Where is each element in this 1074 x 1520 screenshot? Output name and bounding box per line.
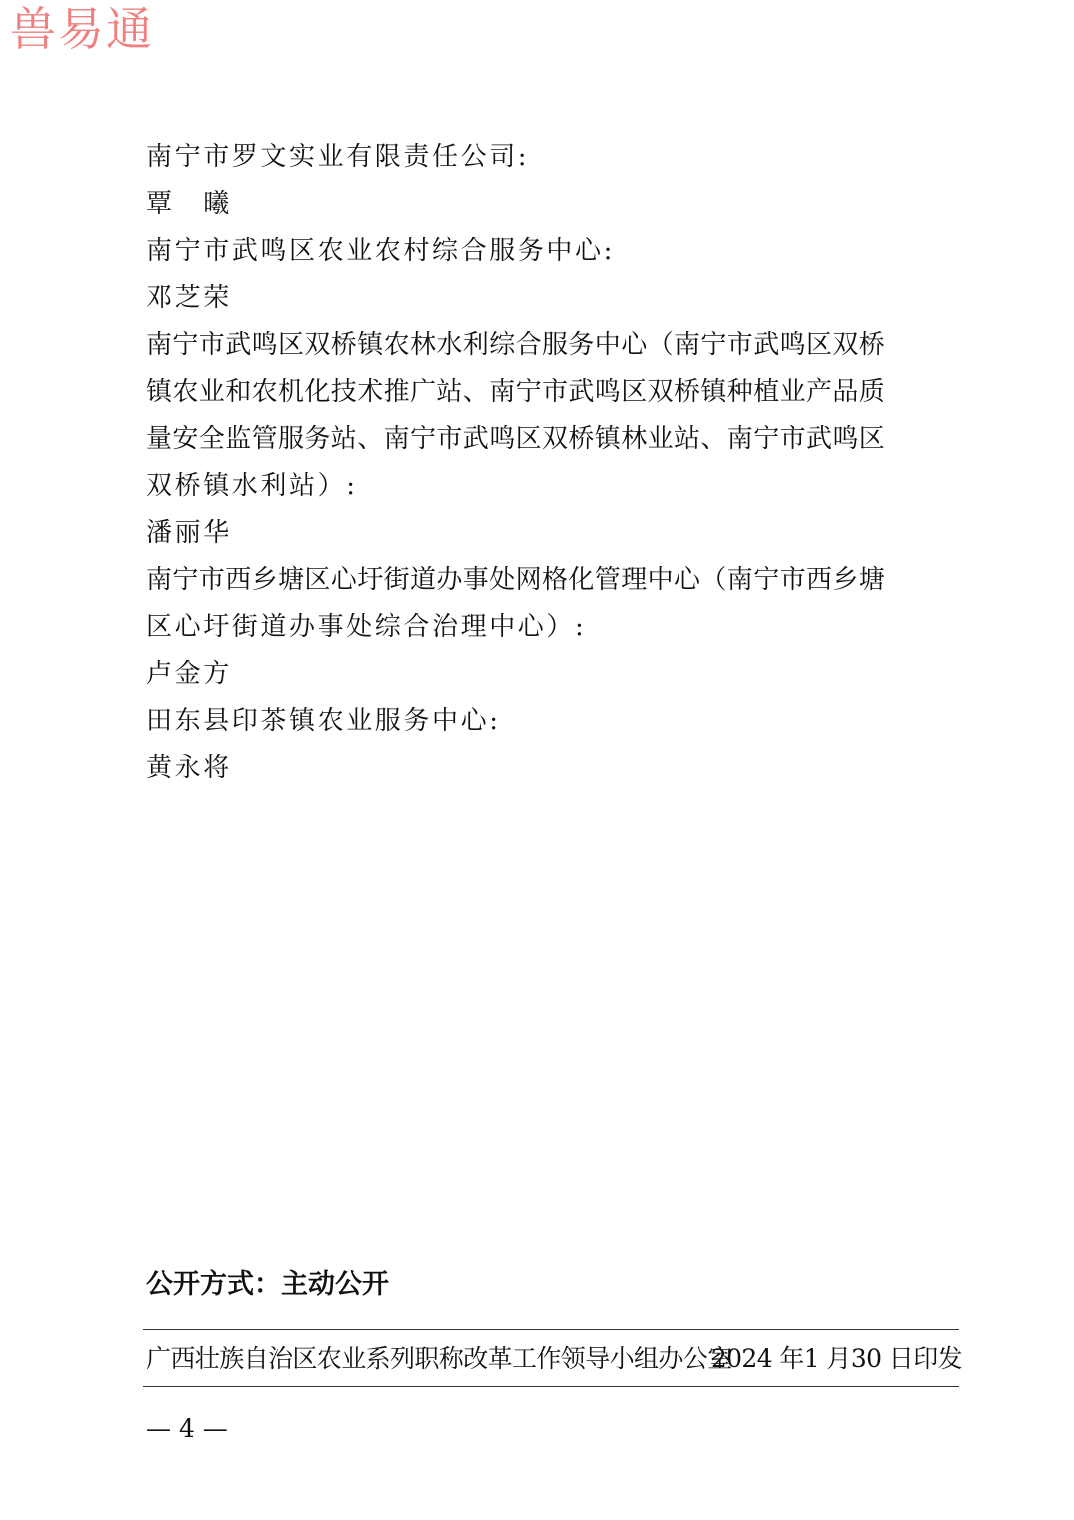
entry-line: 区心圩街道办事处综合治理中心）: xyxy=(146,612,587,642)
issue-date: 2024 年1 月30 日印发 xyxy=(710,1344,962,1373)
entry-line: 量安全监管服务站、南宁市武鸣区双桥镇林业站、南宁市武鸣区 xyxy=(146,424,886,454)
entry-line: 田东县印茶镇农业服务中心: xyxy=(146,706,501,736)
entry-line: 黄永将 xyxy=(146,753,232,783)
document-body xyxy=(146,134,946,792)
footer-bottom-rule xyxy=(143,1386,959,1387)
page-number: — 4 — xyxy=(146,1414,228,1443)
entry-line: 南宁市罗文实业有限责任公司: xyxy=(146,142,530,172)
issuer-name: 广西壮族自治区农业系列职称改革工作领导小组办公室 xyxy=(146,1344,732,1373)
disclosure-notice: 公开方式：主动公开 xyxy=(146,1269,389,1300)
entry-line: 双桥镇水利站）: xyxy=(146,471,358,501)
entry-line: 卢金方 xyxy=(146,659,232,689)
entry-line: 南宁市武鸣区双桥镇农林水利综合服务中心（南宁市武鸣区双桥 xyxy=(146,330,886,360)
footer-top-rule xyxy=(143,1329,959,1330)
watermark-logo-text: 兽易通 xyxy=(10,2,154,56)
entry-line: 镇农业和农机化技术推广站、南宁市武鸣区双桥镇种植业产品质 xyxy=(146,377,886,407)
entry-line: 南宁市西乡塘区心圩街道办事处网格化管理中心（南宁市西乡塘 xyxy=(146,565,886,595)
entry-line: 邓芝荣 xyxy=(146,283,232,313)
entry-line: 南宁市武鸣区农业农村综合服务中心: xyxy=(146,236,615,266)
entry-line: 覃 曦 xyxy=(146,189,232,219)
entry-line: 潘丽华 xyxy=(146,518,232,548)
